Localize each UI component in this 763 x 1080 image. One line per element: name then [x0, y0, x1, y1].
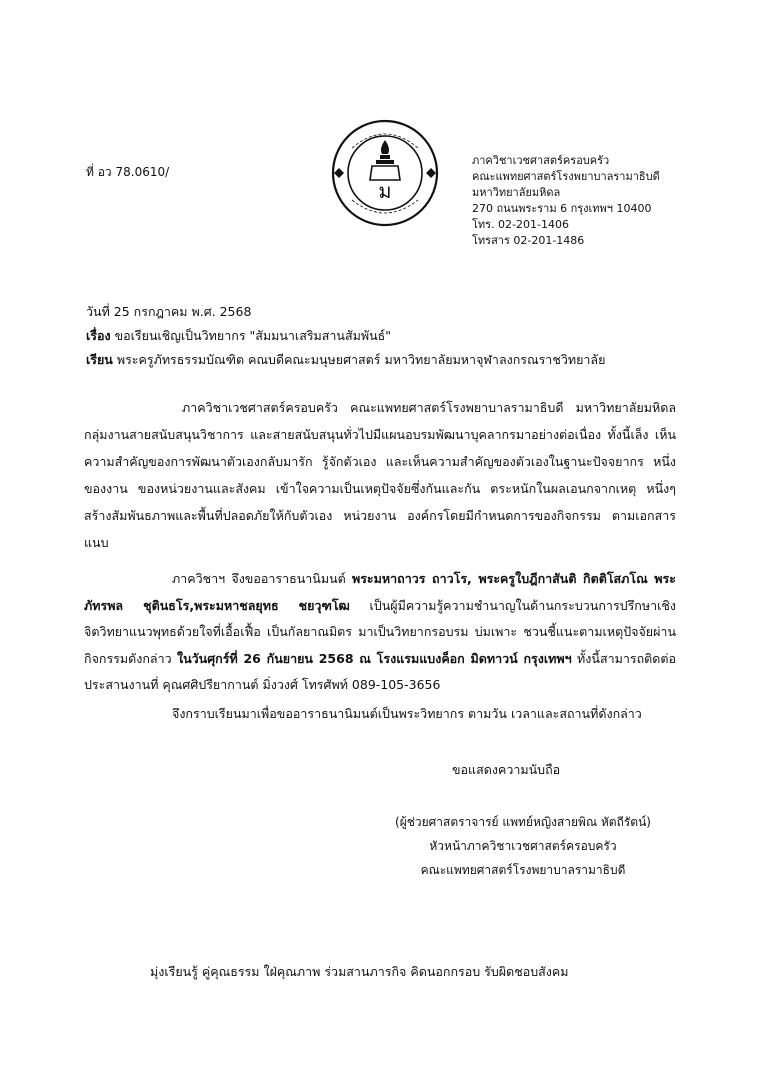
regards: ขอแสดงความนับถือ — [452, 762, 561, 777]
letter-recipient — [86, 348, 605, 372]
sender-address — [472, 153, 660, 249]
paragraph-2-middle: เป็นผู้มีความรู้ความชำนาญในด้านกระบวนการปรึกษาเชิง จิตวิทยาแนวพุทธด้วยใจที่เอื้อเฟื้อ เป็นกัลยาณมิตร มาเป็นวิทยากรอบรม บ่มเพาะ ชวนชี้แนะตามเหตุปัจจัยผ่าน กิจกรรมดังกล่าว — [84, 597, 676, 666]
letter-meta — [86, 300, 605, 372]
sender-phone: โทร. 02-201-1406 — [472, 218, 569, 231]
paragraph-1-text: ภาควิชาเวชศาสตร์ครอบครัว คณะแพทยศาสตร์โรงพยาบาลรามาธิบดี มหาวิทยาลัยมหิดล กลุ่มงานสายสนับสนุนวิชาการ และสายสนับสนุนทั่วไปมีแผนอบรมพัฒนาบุคลากรมาอย่างต่อเนื่อง ทั้งนี้เล็ง เห็นความสำคัญของการพัฒนาตัวเองกลับมารัก รู้จักตัวเอง และเห็นความสำคัญของตัวเองในฐานะปัจจยากร หนึ่งของงาน ของหน่วยงานและสังคม เข้าใจความเป็นเหตุปัจจัยซึ่งกันและกัน ตระหนักในผลเอนกจากเหตุ หนึ่งๆสร้างสัมพันธภาพและพื้นที่ปลอดภัยให้กับตัวเอง หน่วยงาน องค์กรโดยมีกำหนดการของกิจกรรม ตามเอกสารแนบ — [84, 400, 676, 550]
sender-university: มหาวิทยาลัยมหิดล — [472, 186, 561, 199]
signature-block — [358, 810, 688, 882]
university-seal-icon — [330, 118, 440, 228]
subject-text: ขอเรียนเชิญเป็นวิทยากร "สัมมนาเสริมสานสัมพันธ์" — [110, 328, 392, 343]
svg-text:ม: ม — [378, 179, 392, 203]
recipient-label: เรียน — [86, 352, 113, 367]
sender-street: 270 ถนนพระราม 6 กรุงเทพฯ 10400 — [472, 202, 652, 215]
closing-sentence: จึงกราบเรียนมาเพื่อขออาราธนานิมนต์เป็นพระวิทยากร ตามวัน เวลาและสถานที่ดังกล่าว — [172, 706, 642, 721]
signatory-name: (ผู้ช่วยศาสตราจารย์ แพทย์หญิงสายพิณ หัตถีรัตน์) — [395, 815, 651, 829]
recipient-text: พระครูภัทรธรรมบัณฑิต คณบดีคณะมนุษยศาสตร์ มหาวิทยาลัยมหาจุฬาลงกรณราชวิทยาลัย — [112, 352, 606, 367]
letter-date: วันที่ 25 กรกฎาคม พ.ศ. 2568 — [86, 304, 252, 319]
subject-label: เรื่อง — [86, 328, 111, 343]
body-paragraph-2 — [84, 566, 676, 699]
paragraph-2-contact: ทั้งนี้สามารถติดต่อ ประสานงานที่ คุณศศิปรียากานต์ มิ่งวงศ์ โทรศัพท์ 089-105-3656 — [84, 650, 676, 692]
signatory-faculty: คณะแพทยศาสตร์โรงพยาบาลรามาธิบดี — [420, 863, 626, 877]
sender-department: ภาควิชาเวชศาสตร์ครอบครัว — [472, 154, 610, 167]
paragraph-2-intro: ภาควิชาฯ จึงขออาราธนานิมนต์ — [172, 571, 352, 586]
body-paragraph-1 — [84, 394, 676, 556]
letter-subject — [86, 324, 605, 348]
sender-fax: โทรสาร 02-201-1486 — [472, 234, 585, 247]
event-date-venue: ในวันศุกร์ที่ 26 กันยายน 2568 ณ โรงแรมแบงค็อก มิดทาวน์ กรุงเทพฯ — [177, 650, 572, 666]
sender-faculty: คณะแพทยศาสตร์โรงพยาบาลรามาธิบดี — [472, 170, 660, 183]
reference-number: ที่ อว 78.0610/ — [86, 165, 170, 179]
invited-speakers: พระมหาถาวร ถาวโร, พระครูใบฎีกาสันติ กิตติโสภโณ พระภัทรพล ชุตินธโร,พระมหาชลยุทธ ชยวุฑโฒ — [84, 571, 676, 613]
footer-motto: มุ่งเรียนรู้ คู่คุณธรรม ใฝ่คุณภาพ ร่วมสานภารกิจ คิดนอกกรอบ รับผิดชอบสังคม — [150, 964, 569, 979]
signatory-title: หัวหน้าภาควิชาเวชศาสตร์ครอบครัว — [429, 839, 617, 853]
